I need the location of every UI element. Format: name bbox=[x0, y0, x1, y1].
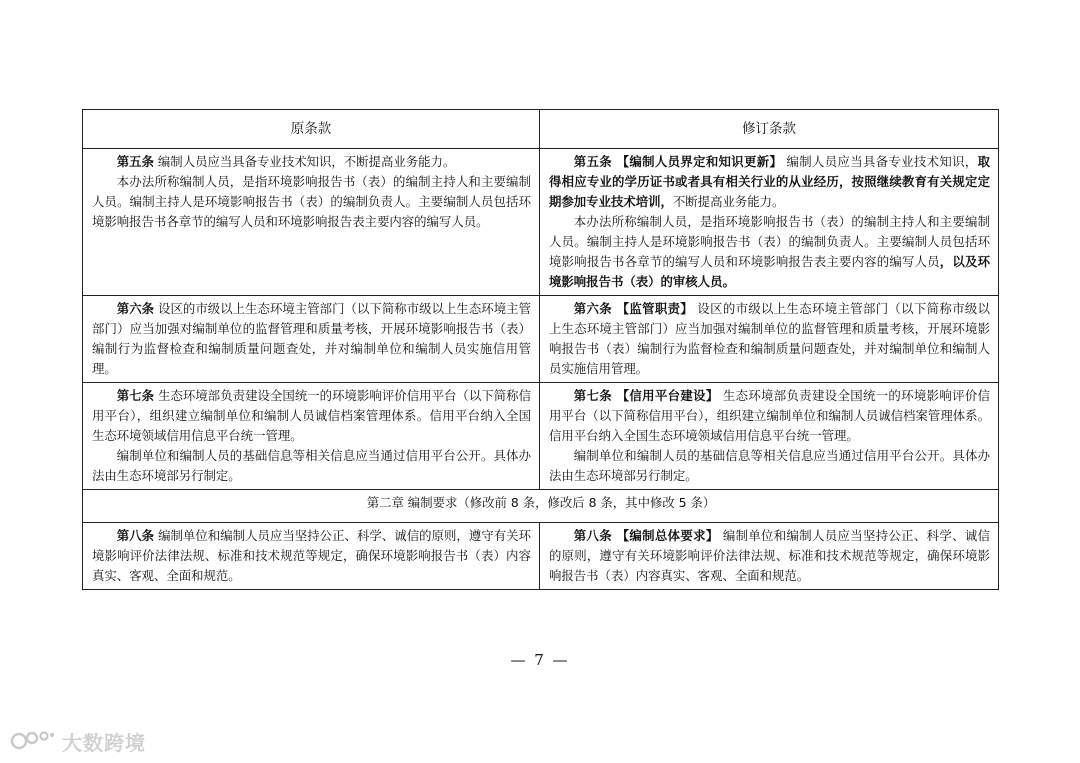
bold-text: 第五条 bbox=[116, 154, 154, 169]
bold-text: 第六条 bbox=[116, 301, 155, 316]
text: 编制人员应当具备专业技术知识，不断提高业务能力。 bbox=[153, 154, 456, 169]
bold-text: 第八条 【编制总体要求】 bbox=[573, 528, 719, 543]
bold-text: 第七条 bbox=[116, 388, 155, 403]
bold-text: 第七条 【信用平台建设】 bbox=[573, 388, 719, 403]
page-number: — 7 — bbox=[510, 651, 570, 669]
paragraph bbox=[92, 446, 531, 486]
original-cell bbox=[83, 383, 540, 490]
paragraph bbox=[92, 172, 531, 232]
paragraph bbox=[549, 152, 990, 212]
table-row bbox=[83, 296, 999, 383]
paragraph bbox=[92, 299, 531, 379]
bold-text: 取得相应专业的学历证书或者具有相关行业的从业经历，按照继续教育有关规定定期参加专业技术培训， bbox=[549, 154, 990, 209]
revised-cell bbox=[540, 296, 999, 383]
header-revised: 修订条款 bbox=[540, 110, 999, 149]
table-row bbox=[83, 523, 999, 590]
text: 编制单位和编制人员的基础信息等相关信息应当通过信用平台公开。具体办法由生态环境部另行制定。 bbox=[92, 448, 531, 483]
paragraph bbox=[549, 299, 990, 379]
text: 编制单位和编制人员的基础信息等相关信息应当通过信用平台公开。具体办法由生态环境部另行制定。 bbox=[549, 448, 990, 483]
text: 本办法所称编制人员，是指环境影响报告书（表）的编制主持人和主要编制人员。编制主持人是环境影响报告书（表）的编制负责人。主要编制人员包括环境影响报告书各章节的编写人员和环境影响报告表主要内容的编写人员 bbox=[549, 214, 990, 269]
watermark bbox=[10, 726, 146, 756]
text: 设区的市级以上生态环境主管部门（以下简称市级以上生态环境主管部门）应当加强对编制单位的监督管理和质量考核，开展环境影响报告书（表）编制行为监督检查和编制质量问题查处，并对编制单位和编制人员实施信用管理。 bbox=[549, 301, 990, 376]
paragraph bbox=[92, 386, 531, 446]
paragraph bbox=[549, 212, 990, 292]
table-row bbox=[83, 383, 999, 490]
watermark-text: 大数跨境 bbox=[62, 730, 146, 755]
table-row bbox=[83, 149, 999, 296]
original-cell bbox=[83, 523, 540, 590]
paragraph bbox=[549, 446, 990, 486]
table-body bbox=[83, 149, 999, 590]
revised-cell bbox=[540, 383, 999, 490]
paragraph bbox=[549, 386, 990, 446]
chapter-heading: 第二章 编制要求（修改前 8 条，修改后 8 条，其中修改 5 条） bbox=[83, 490, 999, 523]
header-row bbox=[83, 110, 999, 149]
paragraph bbox=[549, 526, 990, 586]
text: 不断提高业务能力。 bbox=[672, 194, 785, 209]
text: 本办法所称编制人员，是指环境影响报告书（表）的编制主持人和主要编制人员。编制主持人是环境影响报告书（表）的编制负责人。主要编制人员包括环境影响报告书各章节的编写人员和环境影响报告表主要内容的编写人员。 bbox=[92, 174, 531, 229]
text: 设区的市级以上生态环境主管部门（以下简称市级以上生态环境主管部门）应当加强对编制单位的监督管理和质量考核，开展环境影响报告书（表）编制行为监督检查和编制质量问题查处，并对编制单位和编制人员实施信用管理。 bbox=[92, 301, 531, 376]
bold-text: 第五条 【编制人员界定和知识更新】 bbox=[573, 154, 783, 169]
text: 编制人员应当具备专业技术知识， bbox=[782, 154, 978, 169]
paragraph bbox=[92, 152, 531, 172]
text: 编制单位和编制人员应当坚持公正、科学、诚信的原则，遵守有关环境影响评价法律法规、标准和技术规范等规定，确保环境影响报告书（表）内容真实、客观、全面和规范。 bbox=[549, 528, 990, 583]
logo-icon bbox=[10, 729, 56, 753]
comparison-table bbox=[82, 109, 999, 590]
chapter-row bbox=[83, 490, 999, 523]
header-original: 原条款 bbox=[83, 110, 540, 149]
bold-text: ，以及环境影响报告书（表）的审核人员。 bbox=[549, 254, 991, 289]
bold-text: 第六条 【监管职责】 bbox=[573, 301, 694, 316]
text: 生态环境部负责建设全国统一的环境影响评价信用平台（以下简称信用平台），组织建立编制单位和编制人员诚信档案管理体系。信用平台纳入全国生态环境领域信用信息平台统一管理。 bbox=[549, 388, 990, 443]
text: 编制单位和编制人员应当坚持公正、科学、诚信的原则，遵守有关环境影响评价法律法规、标准和技术规范等规定，确保环境影响报告书（表）内容真实、客观、全面和规范。 bbox=[92, 528, 531, 583]
original-cell bbox=[83, 296, 540, 383]
revised-cell bbox=[540, 149, 999, 296]
revised-cell bbox=[540, 523, 999, 590]
paragraph bbox=[92, 526, 531, 586]
original-cell bbox=[83, 149, 540, 296]
text: 生态环境部负责建设全国统一的环境影响评价信用平台（以下简称信用平台），组织建立编制单位和编制人员诚信档案管理体系。信用平台纳入全国生态环境领域信用信息平台统一管理。 bbox=[92, 388, 531, 443]
bold-text: 第八条 bbox=[116, 528, 155, 543]
